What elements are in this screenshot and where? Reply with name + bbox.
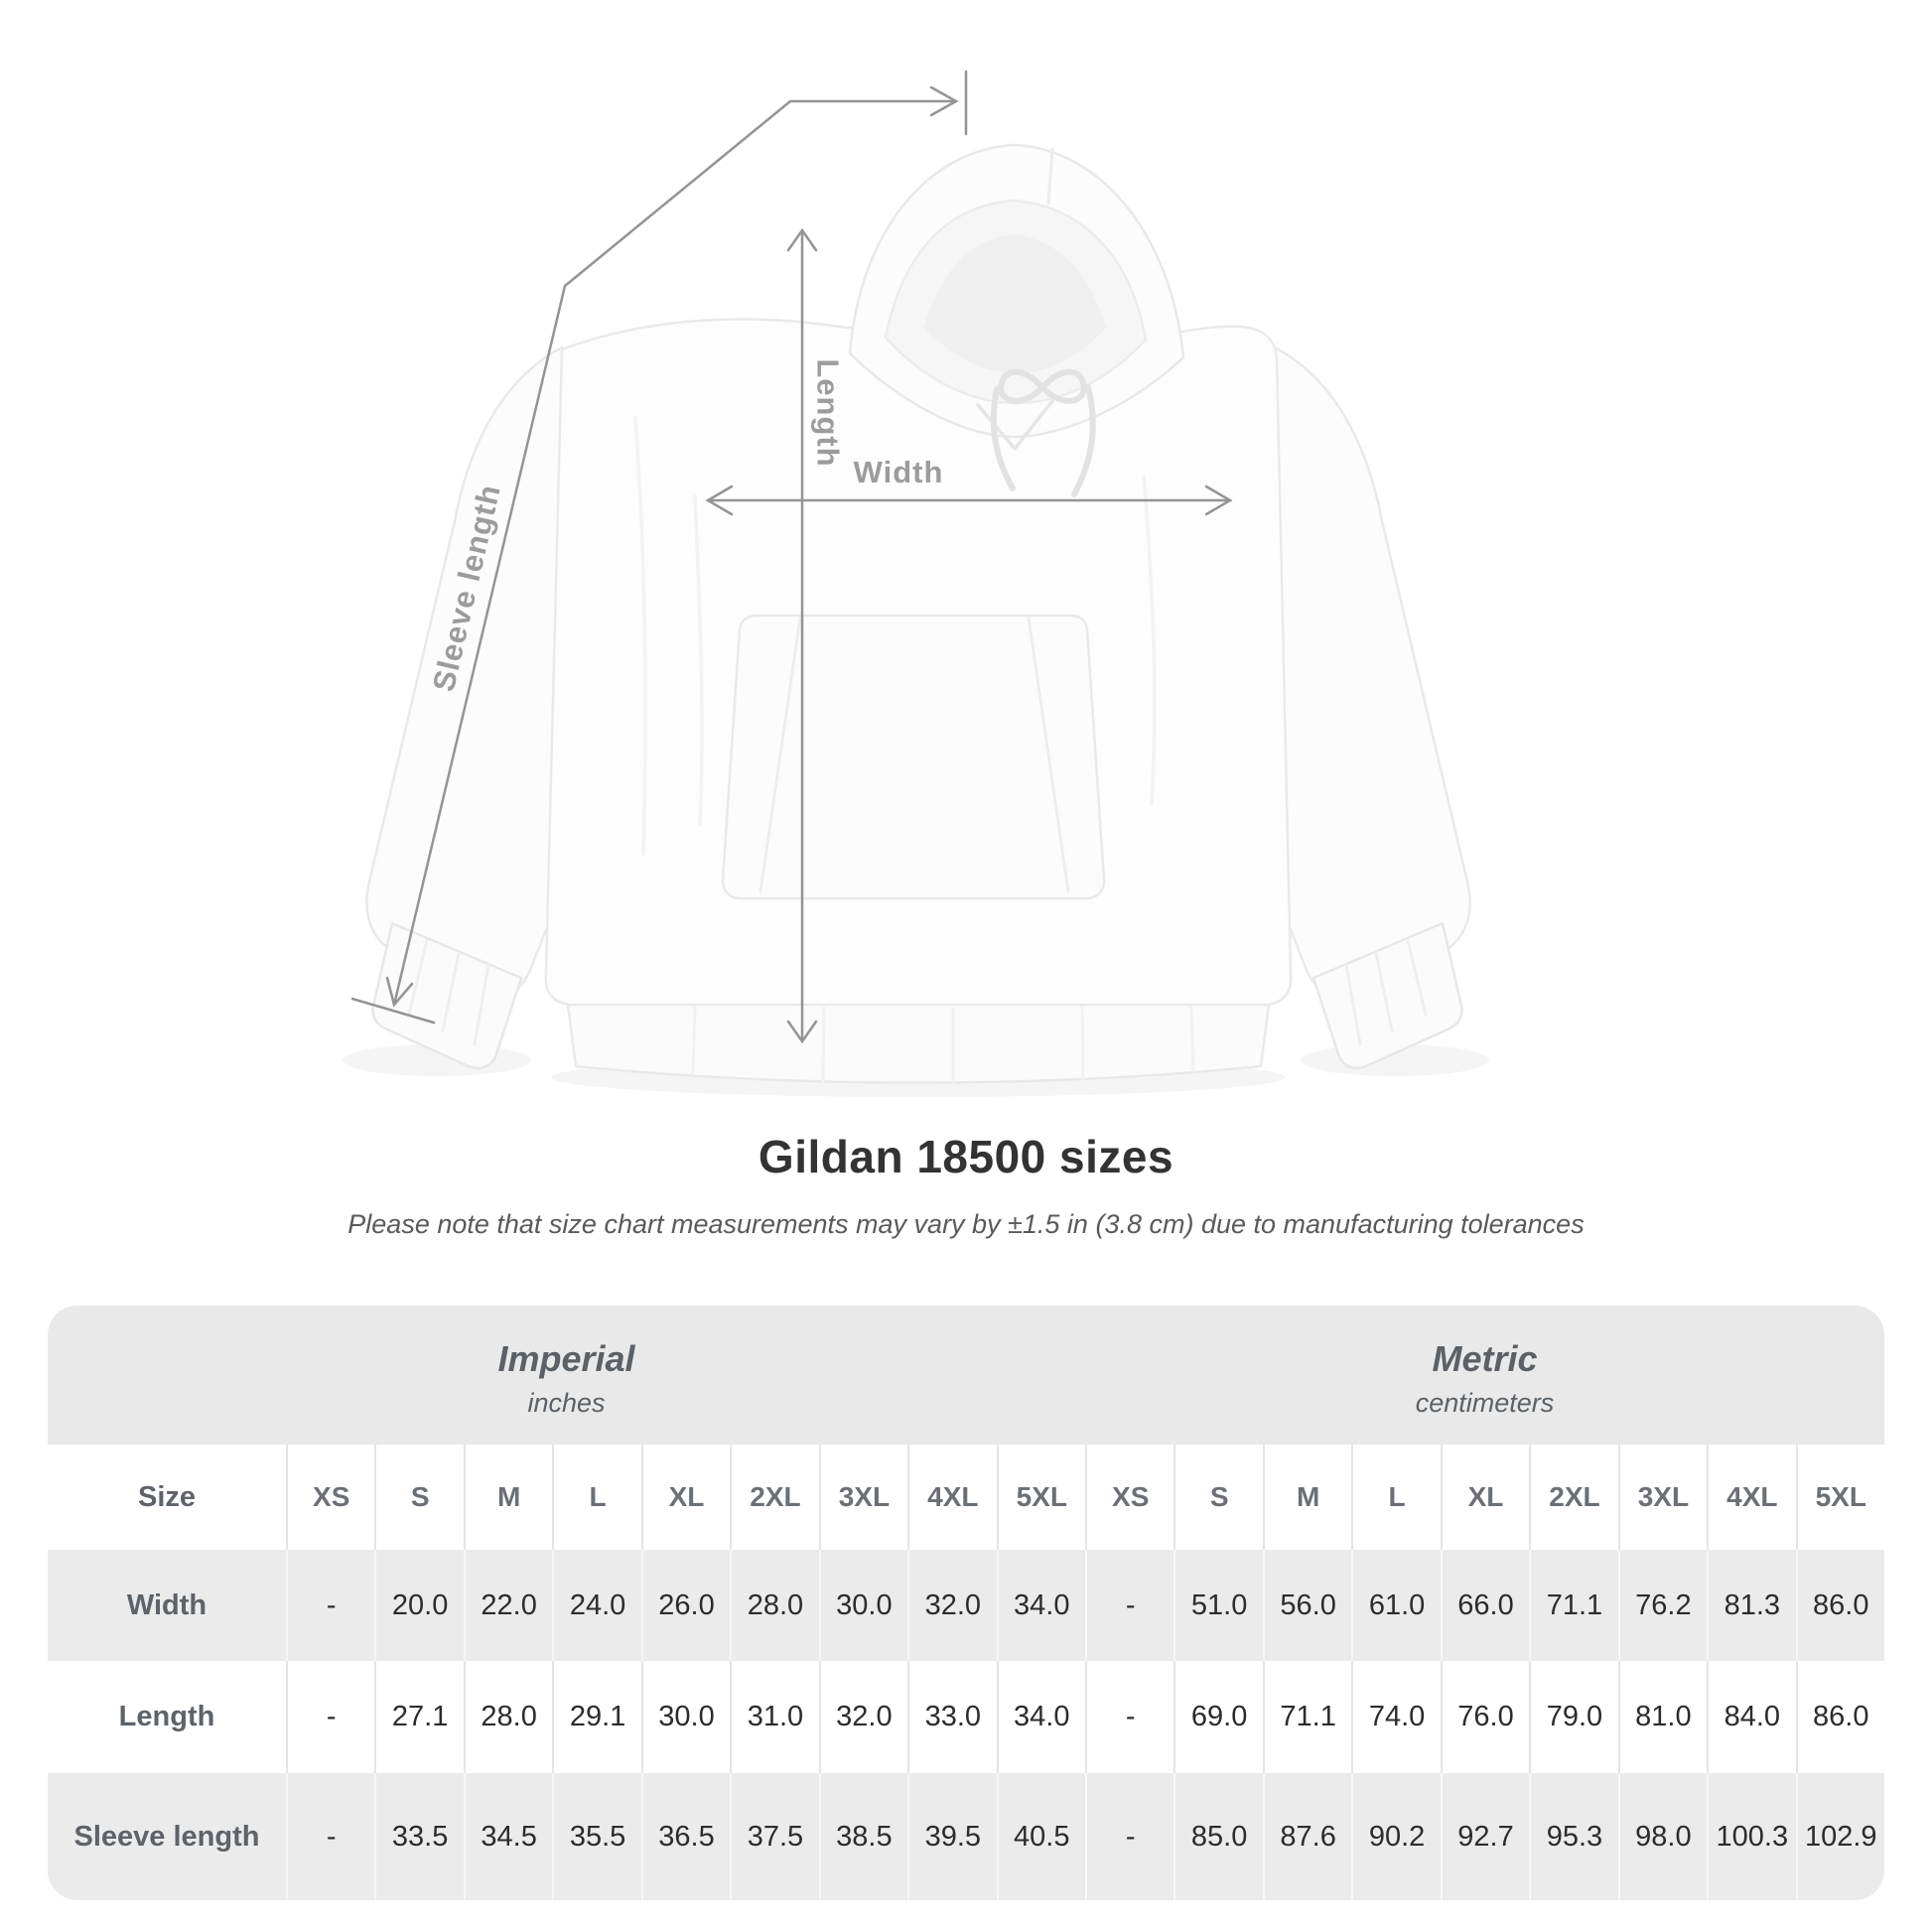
unit-group-name: Imperial — [497, 1337, 635, 1379]
size-header-cell: XS — [286, 1445, 374, 1550]
size-header-cell: 3XL — [819, 1445, 907, 1550]
value-cell: 71.1 — [1263, 1661, 1351, 1773]
size-header-cell: XS — [1085, 1445, 1173, 1550]
table-row — [48, 1661, 1884, 1773]
unit-group-header — [48, 1306, 1884, 1445]
value-cell: 38.5 — [819, 1773, 907, 1900]
size-header-cell: L — [552, 1445, 640, 1550]
value-cell: 34.0 — [997, 1661, 1085, 1773]
value-cell: 86.0 — [1796, 1661, 1884, 1773]
value-cell: 35.5 — [552, 1773, 640, 1900]
value-cell: - — [286, 1661, 374, 1773]
value-cell: 30.0 — [641, 1661, 730, 1773]
row-label: Sleeve length — [73, 1820, 260, 1853]
value-cell: 76.2 — [1618, 1550, 1707, 1661]
size-header-cell: S — [374, 1445, 463, 1550]
value-cell: 20.0 — [374, 1550, 463, 1661]
value-cell: 84.0 — [1707, 1661, 1795, 1773]
size-header-cell: M — [1263, 1445, 1351, 1550]
value-cell: 69.0 — [1173, 1661, 1262, 1773]
size-header-cell: 5XL — [997, 1445, 1085, 1550]
value-cell: 61.0 — [1351, 1550, 1440, 1661]
value-cell: 51.0 — [1173, 1550, 1262, 1661]
value-cell: - — [1085, 1661, 1173, 1773]
unit-group-imperial — [48, 1306, 1085, 1445]
value-cell: 34.0 — [997, 1550, 1085, 1661]
value-cell: 36.5 — [641, 1773, 730, 1900]
value-cell: - — [286, 1550, 374, 1661]
value-cell: 100.3 — [1707, 1773, 1795, 1900]
value-cell: 86.0 — [1796, 1550, 1884, 1661]
unit-group-unit: centimeters — [1415, 1387, 1555, 1418]
value-cell: 66.0 — [1441, 1550, 1529, 1661]
size-header-row — [48, 1445, 1884, 1550]
value-cell: 39.5 — [907, 1773, 996, 1900]
size-column-header: Size — [137, 1480, 197, 1513]
value-cell: 32.0 — [907, 1550, 996, 1661]
value-cell: 30.0 — [819, 1550, 907, 1661]
value-cell: 33.5 — [374, 1773, 463, 1900]
table-row — [48, 1773, 1884, 1900]
unit-group-unit: inches — [527, 1387, 606, 1418]
value-cell: 87.6 — [1263, 1773, 1351, 1900]
value-cell: 27.1 — [374, 1661, 463, 1773]
size-header-cell: XL — [641, 1445, 730, 1550]
hoodie-illustration — [366, 145, 1469, 1083]
value-cell: - — [286, 1773, 374, 1900]
value-cell: 29.1 — [552, 1661, 640, 1773]
value-cell: 56.0 — [1263, 1550, 1351, 1661]
value-cell: 28.0 — [464, 1661, 552, 1773]
value-cell: 81.0 — [1618, 1661, 1707, 1773]
row-label: Width — [126, 1588, 207, 1621]
value-cell: 74.0 — [1351, 1661, 1440, 1773]
value-cell: 102.9 — [1796, 1773, 1884, 1900]
value-cell: 85.0 — [1173, 1773, 1262, 1900]
length-label: Length — [810, 358, 846, 468]
unit-group-metric — [1085, 1306, 1884, 1445]
value-cell: 33.0 — [907, 1661, 996, 1773]
size-header-cell: 4XL — [1707, 1445, 1795, 1550]
value-cell: 26.0 — [641, 1550, 730, 1661]
size-header-cell: 5XL — [1796, 1445, 1884, 1550]
size-header-cell: 2XL — [1529, 1445, 1617, 1550]
value-cell: 37.5 — [730, 1773, 818, 1900]
value-cell: 95.3 — [1529, 1773, 1617, 1900]
value-cell: 79.0 — [1529, 1661, 1617, 1773]
value-cell: 81.3 — [1707, 1550, 1795, 1661]
value-cell: 31.0 — [730, 1661, 818, 1773]
size-header-cell: 3XL — [1618, 1445, 1707, 1550]
value-cell: 71.1 — [1529, 1550, 1617, 1661]
hoodie-hem-band — [568, 1005, 1269, 1083]
page-title: Gildan 18500 sizes — [758, 1131, 1174, 1182]
value-cell: - — [1085, 1773, 1173, 1900]
size-table — [48, 1306, 1884, 1900]
value-cell: 32.0 — [819, 1661, 907, 1773]
value-cell: 22.0 — [464, 1550, 552, 1661]
unit-group-name: Metric — [1432, 1337, 1538, 1379]
value-cell: 92.7 — [1441, 1773, 1529, 1900]
size-header-cell: XL — [1441, 1445, 1529, 1550]
size-header-cell: S — [1173, 1445, 1262, 1550]
value-cell: 34.5 — [464, 1773, 552, 1900]
size-header-cell: 2XL — [730, 1445, 818, 1550]
sleeve-length-label: Sleeve length — [426, 481, 507, 695]
size-header-cell: 4XL — [907, 1445, 996, 1550]
value-cell: 24.0 — [552, 1550, 640, 1661]
width-label: Width — [853, 455, 944, 489]
value-cell: 98.0 — [1618, 1773, 1707, 1900]
page-subtitle: Please note that size chart measurements may vary by ±1.5 in (3.8 cm) due to manufacturing tolerances — [347, 1209, 1585, 1239]
value-cell: 28.0 — [730, 1550, 818, 1661]
value-cell: 40.5 — [997, 1773, 1085, 1900]
table-row — [48, 1550, 1884, 1661]
value-cell: 90.2 — [1351, 1773, 1440, 1900]
size-table-body — [48, 1445, 1884, 1900]
size-header-cell: L — [1351, 1445, 1440, 1550]
row-label: Length — [118, 1701, 215, 1732]
size-header-cell: M — [464, 1445, 552, 1550]
value-cell: - — [1085, 1550, 1173, 1661]
value-cell: 76.0 — [1441, 1661, 1529, 1773]
